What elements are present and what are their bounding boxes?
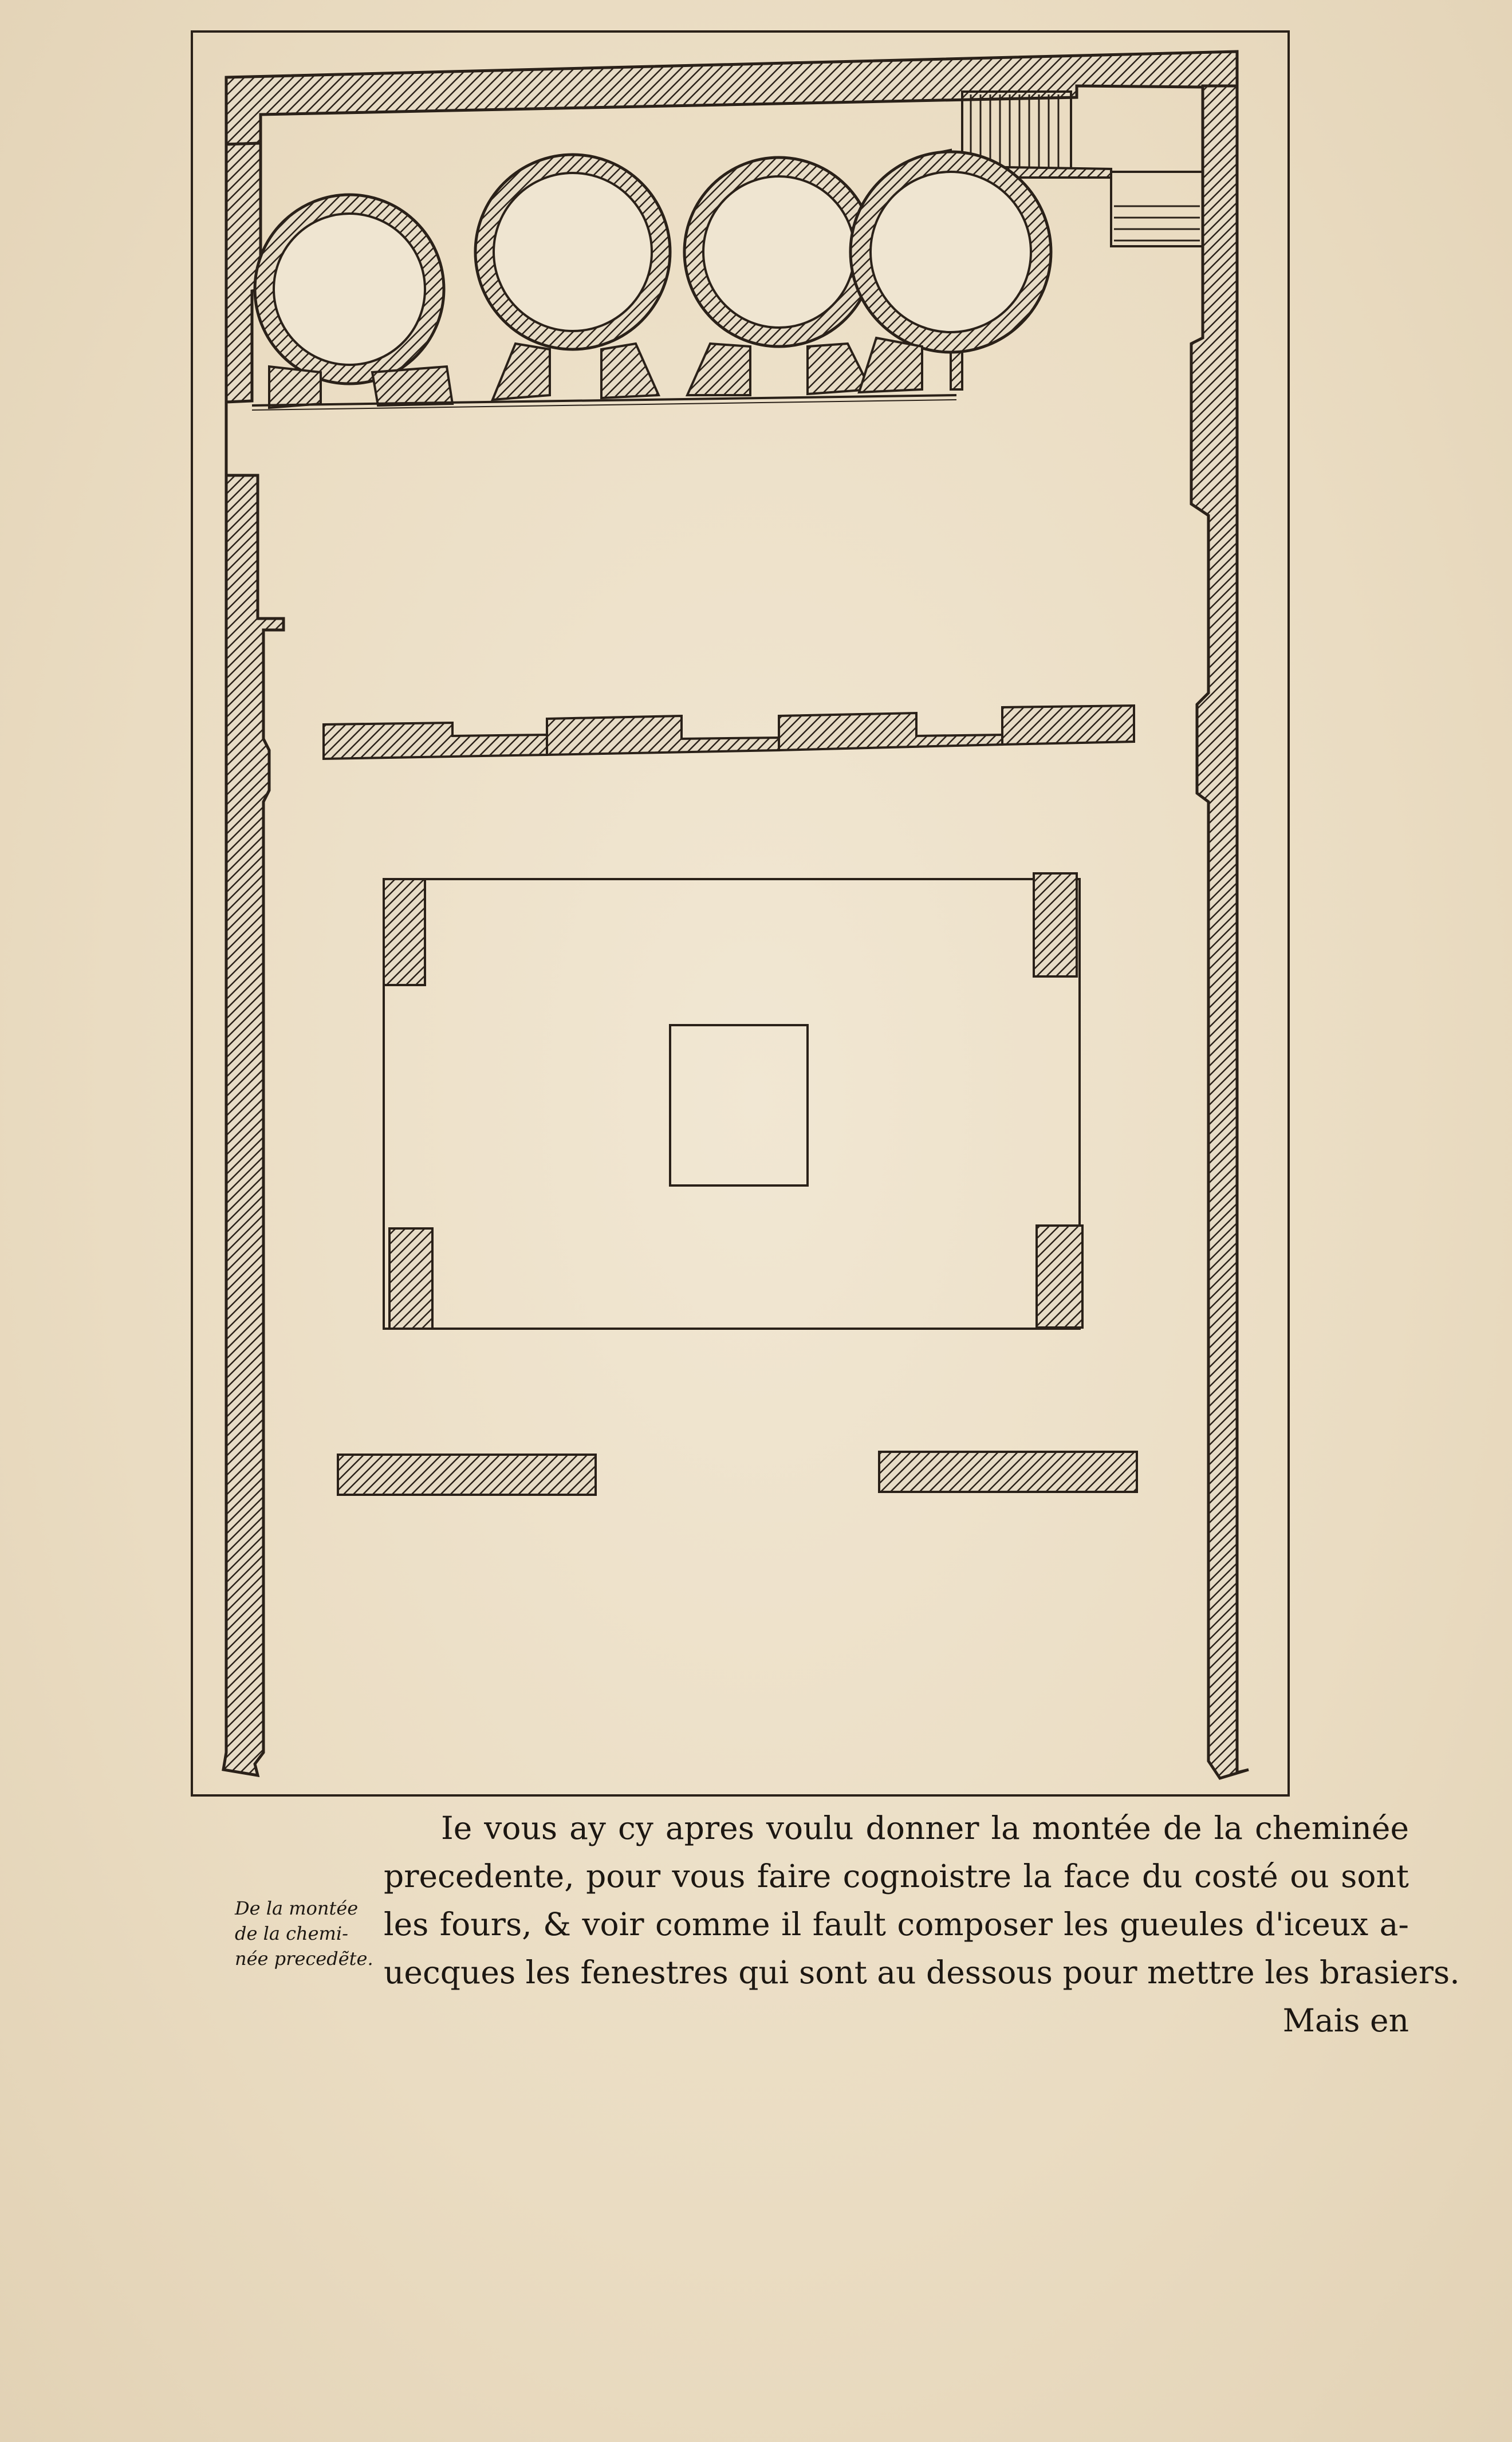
top-wall — [226, 52, 1237, 144]
body-line: uecques les fenestres qui sont au dessous pour mettre les brasiers. — [384, 1954, 1460, 1991]
oven-3 — [684, 157, 873, 346]
body-text — [384, 1804, 1460, 2045]
pier-bottom-right — [1037, 1226, 1082, 1328]
body-line: Ie vous ay cy apres voulu donner la montée de la cheminée — [441, 1810, 1409, 1846]
pier-top-left — [384, 879, 425, 985]
margin-note-line: De la montée — [235, 1897, 359, 1919]
ovens — [255, 152, 1051, 384]
margin-note-line: de la chemi- — [235, 1923, 348, 1944]
right-wall — [1191, 86, 1249, 1778]
oven-4 — [850, 152, 1051, 352]
oven-1 — [255, 195, 444, 384]
central-room — [384, 879, 1080, 1329]
lower-wall-right — [879, 1452, 1137, 1492]
oven-2 — [475, 155, 670, 349]
stair-landing — [1111, 172, 1203, 246]
body-line: les fours, & voir comme il fault composer les gueules d'iceux a- — [384, 1906, 1409, 1943]
margin-note — [235, 1896, 389, 1971]
pier-bottom-left — [389, 1228, 432, 1329]
central-table — [670, 1025, 808, 1185]
pier-top-right — [1034, 873, 1077, 976]
margin-note-line: née precedẽte. — [235, 1948, 373, 1970]
catchword: Mais en — [1282, 2002, 1409, 2039]
wall-row — [324, 706, 1134, 759]
body-line: precedente, pour vous faire cognoistre la face du costé ou sont — [384, 1858, 1409, 1894]
lower-wall-left — [338, 1455, 596, 1495]
